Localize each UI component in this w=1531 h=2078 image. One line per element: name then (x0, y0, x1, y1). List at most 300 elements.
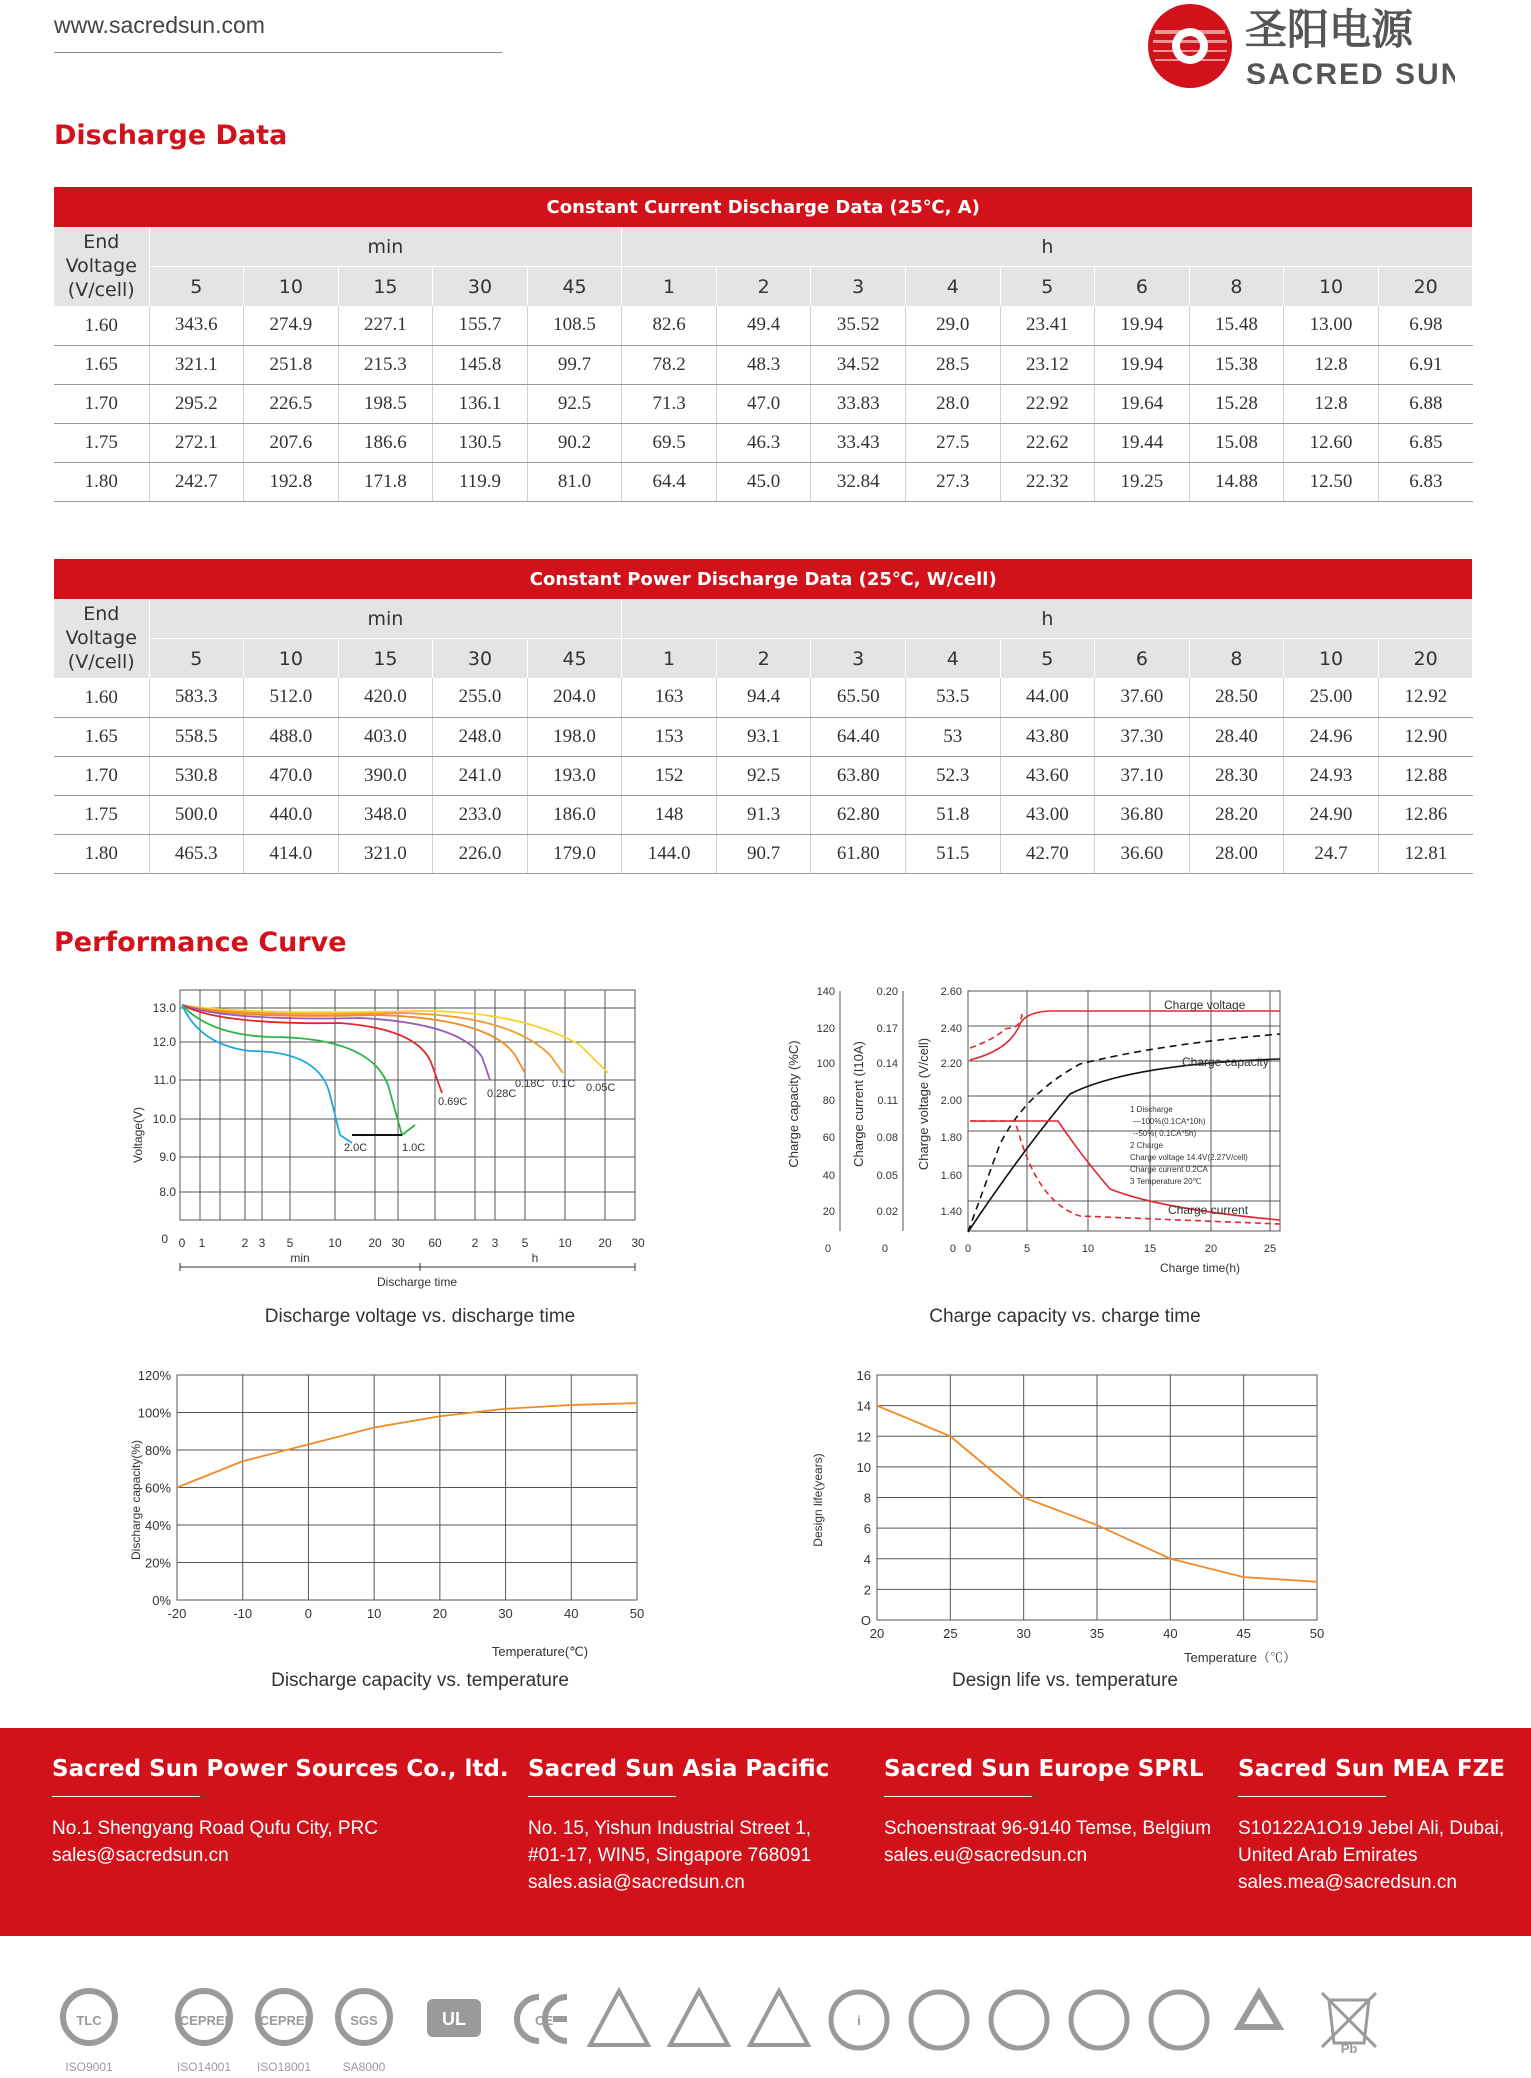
table-cell: 274.9 (244, 306, 339, 345)
svg-text:UL: UL (442, 2009, 466, 2029)
end-voltage-cell: 1.75 (54, 795, 149, 834)
end-voltage-header: End Voltage (V/cell) (54, 227, 149, 306)
y-tick-label: 80% (144, 1443, 171, 1458)
svg-text:0: 0 (881, 1243, 888, 1255)
svg-text:80: 80 (822, 1095, 835, 1107)
no-bin-pb-icon (1314, 1985, 1384, 2060)
discharge-voltage-chart (120, 985, 660, 1295)
svg-text:25: 25 (1263, 1243, 1277, 1255)
table-cell: 28.30 (1189, 756, 1284, 795)
table-cell: 233.0 (433, 795, 528, 834)
table-cell: 51.8 (906, 795, 1001, 834)
table-cell: 6.98 (1378, 306, 1473, 345)
constant-current-table (54, 187, 1473, 502)
table-cell: 61.80 (811, 834, 906, 873)
table-cell: 12.88 (1378, 756, 1473, 795)
column-header: 6 (1095, 267, 1190, 307)
x-tick-label: 40 (564, 1606, 579, 1621)
svg-text:10: 10 (558, 1236, 572, 1250)
table-cell: 348.0 (338, 795, 433, 834)
table-cell: 119.9 (433, 462, 528, 501)
table-cell: 488.0 (244, 717, 339, 756)
recycle-icon (1224, 1985, 1294, 2060)
table-cell: 37.30 (1095, 717, 1190, 756)
curve-1.0C (182, 1005, 415, 1135)
svg-text:2.40: 2.40 (940, 1023, 962, 1035)
table-cell: 12.92 (1378, 678, 1473, 717)
table-cell: 500.0 (149, 795, 244, 834)
end-voltage-cell: 1.80 (54, 462, 149, 501)
column-header: 4 (906, 267, 1001, 307)
svg-text:100: 100 (816, 1058, 835, 1070)
x-tick-label: -10 (233, 1606, 253, 1621)
electric-warning-icon (584, 1985, 654, 2060)
annotation-charge-voltage: Charge voltage (1164, 998, 1246, 1012)
x-tick-label: 20 (869, 1626, 885, 1641)
x-tick-label: 0 (304, 1606, 313, 1621)
table-cell: 46.3 (716, 423, 811, 462)
table-cell: 15.28 (1189, 384, 1284, 423)
chart2-caption: Charge capacity vs. charge time (929, 1306, 1201, 1327)
table-cell: 28.40 (1189, 717, 1284, 756)
cepri-icon: CEPREI ISO18001 (249, 1985, 319, 2074)
label-0.69C: 0.69C (438, 1096, 468, 1108)
table-cell: 27.3 (906, 462, 1001, 501)
svg-text:2 Charge: 2 Charge (1130, 1141, 1163, 1150)
svg-text:20: 20 (1204, 1243, 1218, 1255)
table-cell: 272.1 (149, 423, 244, 462)
table-cell: 24.93 (1284, 756, 1379, 795)
no-fire-icon (1064, 1985, 1134, 2060)
table-cell: 108.5 (527, 306, 622, 345)
y-tick-label: 0% (152, 1593, 171, 1608)
column-header: 6 (1095, 639, 1190, 679)
table-cell: 440.0 (244, 795, 339, 834)
svg-text:0.08: 0.08 (876, 1132, 898, 1144)
table-cell: 171.8 (338, 462, 433, 501)
table-cell: 36.80 (1095, 795, 1190, 834)
read-manual-icon (824, 1985, 894, 2060)
svg-text:0.11: 0.11 (877, 1095, 898, 1107)
table-cell: 583.3 (149, 678, 244, 717)
chart4-caption: Design life vs. temperature (952, 1670, 1178, 1691)
table-cell: 28.50 (1189, 678, 1284, 717)
table-cell: 52.3 (906, 756, 1001, 795)
label-2.0C: 2.0C (344, 1142, 368, 1154)
svg-text:0: 0 (824, 1243, 831, 1255)
table-cell: 390.0 (338, 756, 433, 795)
table-cell: 42.70 (1000, 834, 1095, 873)
table-cell: 193.0 (527, 756, 622, 795)
svg-text:5: 5 (1023, 1243, 1031, 1255)
table-row (54, 795, 1473, 834)
capacity-curve (177, 1403, 637, 1487)
header-divider (54, 52, 502, 53)
svg-text:8.0: 8.0 (159, 1185, 176, 1199)
svg-text:0.20: 0.20 (876, 986, 898, 998)
table-cell: 19.25 (1095, 462, 1190, 501)
column-header: 5 (1000, 267, 1095, 307)
table-cell: 198.0 (527, 717, 622, 756)
svg-text:3: 3 (258, 1236, 266, 1250)
svg-text:SGS: SGS (350, 2013, 378, 2028)
svg-text:0: 0 (161, 1232, 168, 1246)
table-cell: 43.00 (1000, 795, 1095, 834)
table-cell: 144.0 (622, 834, 717, 873)
table-cell: 12.8 (1284, 384, 1379, 423)
office-asia-pacific: Sacred Sun Asia Pacific No. 15, Yishun Industrial Street 1, #01-17, WIN5, Singapore 768091 sales.asia@sacredsun.cn (528, 1756, 829, 1896)
svg-text:CEPREI: CEPREI (179, 2013, 229, 2028)
table-row (54, 717, 1473, 756)
website-link[interactable]: www.sacredsun.com (54, 12, 265, 38)
svg-text:Charge voltage 14.4V(2.27V/cel: Charge voltage 14.4V(2.27V/cell) (1130, 1153, 1248, 1162)
table-row (54, 384, 1473, 423)
svg-text:20: 20 (598, 1236, 612, 1250)
table-cell: 15.08 (1189, 423, 1284, 462)
label-0.1C: 0.1C (552, 1078, 576, 1090)
table-cell: 343.6 (149, 306, 244, 345)
table-cell: 22.92 (1000, 384, 1095, 423)
discharge-data-title: Discharge Data (54, 120, 288, 151)
svg-text:2.60: 2.60 (940, 986, 962, 998)
table-cell: 6.91 (1378, 345, 1473, 384)
table-cell: 43.80 (1000, 717, 1095, 756)
svg-text:60: 60 (428, 1236, 442, 1250)
constant-power-table (54, 559, 1473, 874)
eye-protection-icon (904, 1985, 974, 2060)
table-cell: 27.5 (906, 423, 1001, 462)
svg-text:140: 140 (816, 986, 835, 998)
x-tick-label: 45 (1236, 1626, 1251, 1641)
table-cell: 91.3 (716, 795, 811, 834)
svg-text:3: 3 (491, 1236, 499, 1250)
y-tick-label: 60% (144, 1480, 171, 1496)
table-cell: 62.80 (811, 795, 906, 834)
table-cell: 163 (622, 678, 717, 717)
table-row (54, 834, 1473, 873)
table-cell: 29.0 (906, 306, 1001, 345)
column-header: 10 (1284, 639, 1379, 679)
svg-text:2.00: 2.00 (940, 1095, 962, 1107)
x-axis-label: Charge time(h) (1159, 1261, 1241, 1275)
table-row (54, 462, 1473, 501)
certification-strip (54, 1985, 1474, 2075)
table-cell: 241.0 (433, 756, 528, 795)
svg-text:CEPREI: CEPREI (259, 2013, 309, 2028)
min-group-header: min (149, 599, 622, 639)
cepri-icon: CEPREI ISO14001 (169, 1985, 239, 2074)
end-voltage-cell: 1.70 (54, 384, 149, 423)
table-cell: 512.0 (244, 678, 339, 717)
svg-text:i: i (857, 2013, 861, 2028)
x-axis-label: Discharge time (376, 1275, 458, 1289)
table-cell: 155.7 (433, 306, 528, 345)
email-link[interactable]: sales@sacredsun.cn (52, 1845, 229, 1866)
table-cell: 420.0 (338, 678, 433, 717)
table-cell: 6.88 (1378, 384, 1473, 423)
svg-text:2: 2 (241, 1236, 249, 1250)
table-cell: 15.38 (1189, 345, 1284, 384)
svg-text:15: 15 (1143, 1243, 1157, 1255)
svg-text:Charge current 0.2CA: Charge current 0.2CA (1130, 1165, 1208, 1174)
column-header: 2 (716, 267, 811, 307)
table-cell: 64.4 (622, 462, 717, 501)
sgs-icon: SGS SA8000 (329, 1985, 399, 2074)
table-cell: 130.5 (433, 423, 528, 462)
svg-text:30: 30 (631, 1236, 645, 1250)
x-axis-label: Temperature(℃) (491, 1644, 589, 1659)
svg-text:—100%(0.1CA*10h): —100%(0.1CA*10h) (1133, 1117, 1206, 1126)
x-tick-label: 40 (1163, 1626, 1178, 1641)
column-header: 5 (149, 639, 244, 679)
table-cell: 24.96 (1284, 717, 1379, 756)
ce-icon (509, 1985, 579, 2060)
keep-from-children-icon (1144, 1985, 1214, 2060)
table-cell: 204.0 (527, 678, 622, 717)
table-row (54, 345, 1473, 384)
table-cell: 295.2 (149, 384, 244, 423)
table-cell: 23.12 (1000, 345, 1095, 384)
table-cell: 6.85 (1378, 423, 1473, 462)
svg-text:20: 20 (368, 1236, 382, 1250)
email-link[interactable]: sales.asia@sacredsun.cn (528, 1872, 745, 1893)
svg-text:3 Temperature 20℃: 3 Temperature 20℃ (1130, 1177, 1202, 1186)
explosive-warning-icon (664, 1985, 734, 2060)
table-cell: 33.43 (811, 423, 906, 462)
table-cell: 14.88 (1189, 462, 1284, 501)
label-1.0C: 1.0C (402, 1142, 426, 1154)
table-cell: 48.3 (716, 345, 811, 384)
table-cell: 94.4 (716, 678, 811, 717)
x-tick-label: 20 (432, 1606, 448, 1621)
discharge-capacity-temp-chart (120, 1360, 660, 1660)
column-header: 20 (1378, 639, 1473, 679)
table-cell: 558.5 (149, 717, 244, 756)
table-cell: 321.1 (149, 345, 244, 384)
svg-text:h: h (531, 1251, 539, 1265)
x-tick-label: 30 (498, 1606, 513, 1621)
svg-text:2: 2 (471, 1236, 479, 1250)
table-cell: 24.90 (1284, 795, 1379, 834)
table-cell: 226.5 (244, 384, 339, 423)
svg-text:11.0: 11.0 (153, 1073, 176, 1087)
table-cell: 82.6 (622, 306, 717, 345)
tlc-icon: TLC ISO9001 (54, 1985, 124, 2074)
table-cell: 33.83 (811, 384, 906, 423)
table-cell: 28.0 (906, 384, 1001, 423)
table-cell: 25.00 (1284, 678, 1379, 717)
table-cell: 99.7 (527, 345, 622, 384)
table-cell: 71.3 (622, 384, 717, 423)
y-axis-label: Voltage(V) (131, 1106, 145, 1164)
end-voltage-cell: 1.65 (54, 717, 149, 756)
column-header: 5 (149, 267, 244, 307)
column-header: 10 (244, 267, 339, 307)
x-tick-label: 25 (943, 1626, 958, 1641)
column-header: 10 (1284, 267, 1379, 307)
table-cell: 90.7 (716, 834, 811, 873)
y-tick-label: 2 (863, 1582, 871, 1598)
table-cell: 152 (622, 756, 717, 795)
table-cell: 49.4 (716, 306, 811, 345)
table-cell: 470.0 (244, 756, 339, 795)
table-cell: 35.52 (811, 306, 906, 345)
table-cell: 45.0 (716, 462, 811, 501)
end-voltage-cell: 1.80 (54, 834, 149, 873)
y-tick-label: 20% (144, 1555, 171, 1571)
email-link[interactable]: sales.mea@sacredsun.cn (1238, 1872, 1457, 1893)
svg-text:0.14: 0.14 (876, 1058, 898, 1070)
chart3-caption: Discharge capacity vs. temperature (271, 1670, 569, 1691)
table-cell: 19.44 (1095, 423, 1190, 462)
label-0.28C: 0.28C (487, 1088, 517, 1100)
table-cell: 28.5 (906, 345, 1001, 384)
ul-icon (419, 1985, 489, 2060)
label-0.05C: 0.05C (586, 1082, 616, 1094)
table-cell: 414.0 (244, 834, 339, 873)
table-cell: 153 (622, 717, 717, 756)
table-cell: 248.0 (433, 717, 528, 756)
svg-text:1.40: 1.40 (940, 1206, 962, 1218)
office-europe: Sacred Sun Europe SPRL Schoenstraat 96-9140 Temse, Belgium sales.eu@sacredsun.cn (884, 1756, 1211, 1869)
table-cell: 32.84 (811, 462, 906, 501)
table-row (54, 756, 1473, 795)
y-tick-label: 16 (856, 1368, 871, 1383)
svg-text:1 Discharge: 1 Discharge (1130, 1105, 1173, 1114)
svg-text:10: 10 (1081, 1243, 1095, 1255)
chart1-caption: Discharge voltage vs. discharge time (264, 1306, 576, 1327)
table-cell: 19.94 (1095, 345, 1190, 384)
corrosive-warning-icon (744, 1985, 814, 2060)
svg-text:1: 1 (198, 1236, 206, 1250)
y-tick-label: 12 (856, 1429, 871, 1445)
footer-offices (0, 1728, 1531, 1936)
svg-text:--50%( 0.1CA*5h): --50%( 0.1CA*5h) (1133, 1129, 1197, 1138)
y-tick-label: 40% (144, 1518, 171, 1533)
table-cell: 186.0 (527, 795, 622, 834)
table-cell: 28.20 (1189, 795, 1284, 834)
svg-text:0.05: 0.05 (876, 1170, 898, 1182)
svg-text:5: 5 (521, 1236, 529, 1250)
table-cell: 64.40 (811, 717, 906, 756)
svg-text:30: 30 (391, 1236, 405, 1250)
x-tick-label: 30 (1016, 1626, 1031, 1641)
svg-text:9.0: 9.0 (159, 1150, 176, 1164)
office-mea: Sacred Sun MEA FZE S10122A1O19 Jebel Ali, Dubai, United Arab Emirates sales.mea@sacredsun.cn (1238, 1756, 1505, 1896)
table-cell: 321.0 (338, 834, 433, 873)
y-tick-label: O (860, 1613, 871, 1628)
table-cell: 92.5 (527, 384, 622, 423)
svg-text:0: 0 (964, 1243, 972, 1255)
table-cell: 215.3 (338, 345, 433, 384)
table-cell: 36.60 (1095, 834, 1190, 873)
table-cell: 136.1 (433, 384, 528, 423)
table-cell: 44.00 (1000, 678, 1095, 717)
table-cell: 19.94 (1095, 306, 1190, 345)
table-cell: 90.2 (527, 423, 622, 462)
column-header: 30 (433, 267, 528, 307)
table-cell: 198.5 (338, 384, 433, 423)
x-tick-label: 35 (1089, 1626, 1105, 1641)
table-row (54, 306, 1473, 345)
end-voltage-cell: 1.60 (54, 306, 149, 345)
svg-text:min: min (290, 1251, 310, 1265)
sacred-sun-logo (1145, 0, 1455, 92)
x-tick-label: 50 (629, 1606, 645, 1621)
table-cell: 12.60 (1284, 423, 1379, 462)
svg-text:120: 120 (816, 1023, 835, 1035)
min-group-header: min (149, 227, 622, 267)
svg-text:13.0: 13.0 (152, 1001, 176, 1015)
end-voltage-cell: 1.65 (54, 345, 149, 384)
table-cell: 186.6 (338, 423, 433, 462)
table-cell: 227.1 (338, 306, 433, 345)
email-link[interactable]: sales.eu@sacredsun.cn (884, 1845, 1088, 1866)
end-voltage-cell: 1.60 (54, 678, 149, 717)
svg-text:10: 10 (328, 1236, 342, 1250)
y-axis-label: Design life(years) (811, 1453, 825, 1547)
table-cell: 43.60 (1000, 756, 1095, 795)
table-cell: 28.00 (1189, 834, 1284, 873)
table-cell: 24.7 (1284, 834, 1379, 873)
table-row (54, 678, 1473, 717)
logo-chinese-text: 圣阳电源 (1245, 6, 1414, 53)
h-group-header: h (622, 599, 1473, 639)
svg-text:40: 40 (822, 1170, 835, 1182)
x-tick-label: 10 (366, 1606, 382, 1621)
x-tick-label: 50 (1309, 1626, 1325, 1641)
table-caption: Constant Power Discharge Data (25℃, W/cell) (54, 559, 1473, 599)
svg-text:Charge capacity (%C): Charge capacity (%C) (786, 1040, 801, 1168)
table-cell: 78.2 (622, 345, 717, 384)
table-cell: 37.60 (1095, 678, 1190, 717)
table-cell: 148 (622, 795, 717, 834)
svg-text:20: 20 (822, 1206, 835, 1218)
charge-capacity-chart (780, 984, 1320, 1304)
y-tick-label: 10 (856, 1459, 871, 1475)
svg-text:10.0: 10.0 (152, 1112, 176, 1126)
table-cell: 53 (906, 717, 1001, 756)
table-cell: 92.5 (716, 756, 811, 795)
column-header: 3 (811, 639, 906, 679)
table-cell: 12.50 (1284, 462, 1379, 501)
column-header: 4 (906, 639, 1001, 679)
table-cell: 251.8 (244, 345, 339, 384)
table-cell: 12.90 (1378, 717, 1473, 756)
h-group-header: h (622, 227, 1473, 267)
y-tick-label: 8 (863, 1490, 871, 1506)
svg-text:0: 0 (949, 1243, 956, 1255)
svg-text:5: 5 (286, 1236, 294, 1250)
office-hq: Sacred Sun Power Sources Co., ltd. No.1 Shengyang Road Qufu City, PRC sales@sacredsun.cn (52, 1756, 509, 1869)
x-axis-label: Temperature（℃） (1184, 1650, 1296, 1665)
design-life-chart (800, 1360, 1340, 1665)
table-cell: 53.5 (906, 678, 1001, 717)
chart-notes (1130, 1105, 1248, 1186)
svg-text:12.0: 12.0 (152, 1035, 176, 1049)
table-cell: 22.62 (1000, 423, 1095, 462)
svg-text:0.17: 0.17 (876, 1023, 898, 1035)
column-header: 2 (716, 639, 811, 679)
table-cell: 47.0 (716, 384, 811, 423)
table-cell: 192.8 (244, 462, 339, 501)
svg-text:2.20: 2.20 (940, 1058, 962, 1070)
column-header: 10 (244, 639, 339, 679)
y-tick-label: 4 (863, 1551, 871, 1567)
y-tick-label: 6 (863, 1521, 871, 1537)
end-voltage-cell: 1.75 (54, 423, 149, 462)
y-axis-label: Discharge capacity(%) (129, 1439, 143, 1561)
